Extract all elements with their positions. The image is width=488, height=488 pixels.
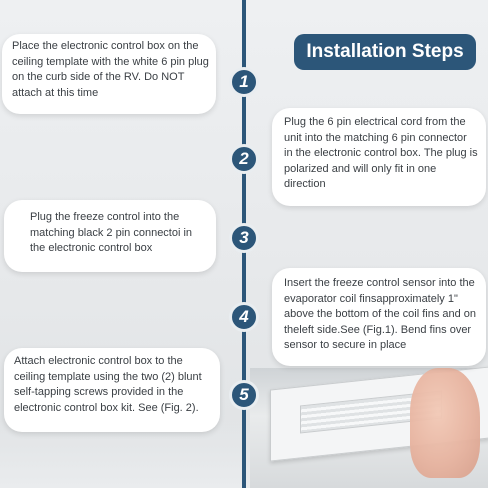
- step-number-4: 4: [229, 302, 259, 332]
- step-text-4: Insert the freeze control sensor into the evaporator coil finsapproximately 1" above the bottom of the coil fins and on theleft side.See (Fig.1). Bend fins over sensor to secure in place: [284, 277, 477, 351]
- step-card-3: [4, 200, 216, 272]
- step-number-3: 3: [229, 223, 259, 253]
- step-card-4: [272, 268, 486, 366]
- step-text-1: Place the electronic control box on the ceiling template with the white 6 pin plug on the curb side of the RV. Do NOT attach at this time: [12, 40, 209, 99]
- step-text-2: Plug the 6 pin electrical cord from the unit into the matching 6 pin connector in the electronic control box. The plug is polarized and will only fit in one direction: [284, 116, 478, 190]
- step-number-2: 2: [229, 144, 259, 174]
- step-text-5: Attach electronic control box to the ceiling template using the two (2) blunt self-tapping screws provided in the electronic control box kit. See (Fig. 2).: [14, 355, 202, 414]
- hand-image: [410, 368, 480, 478]
- step-card-1: [2, 34, 216, 114]
- step-card-2: [272, 108, 486, 206]
- step-number-5: 5: [229, 380, 259, 410]
- step-number-1: 1: [229, 67, 259, 97]
- step-text-3: Plug the freeze control into the matching black 2 pin connectoi in the electronic control box: [30, 211, 193, 254]
- step-card-5: [4, 348, 220, 432]
- page-title: Installation Steps: [294, 34, 476, 70]
